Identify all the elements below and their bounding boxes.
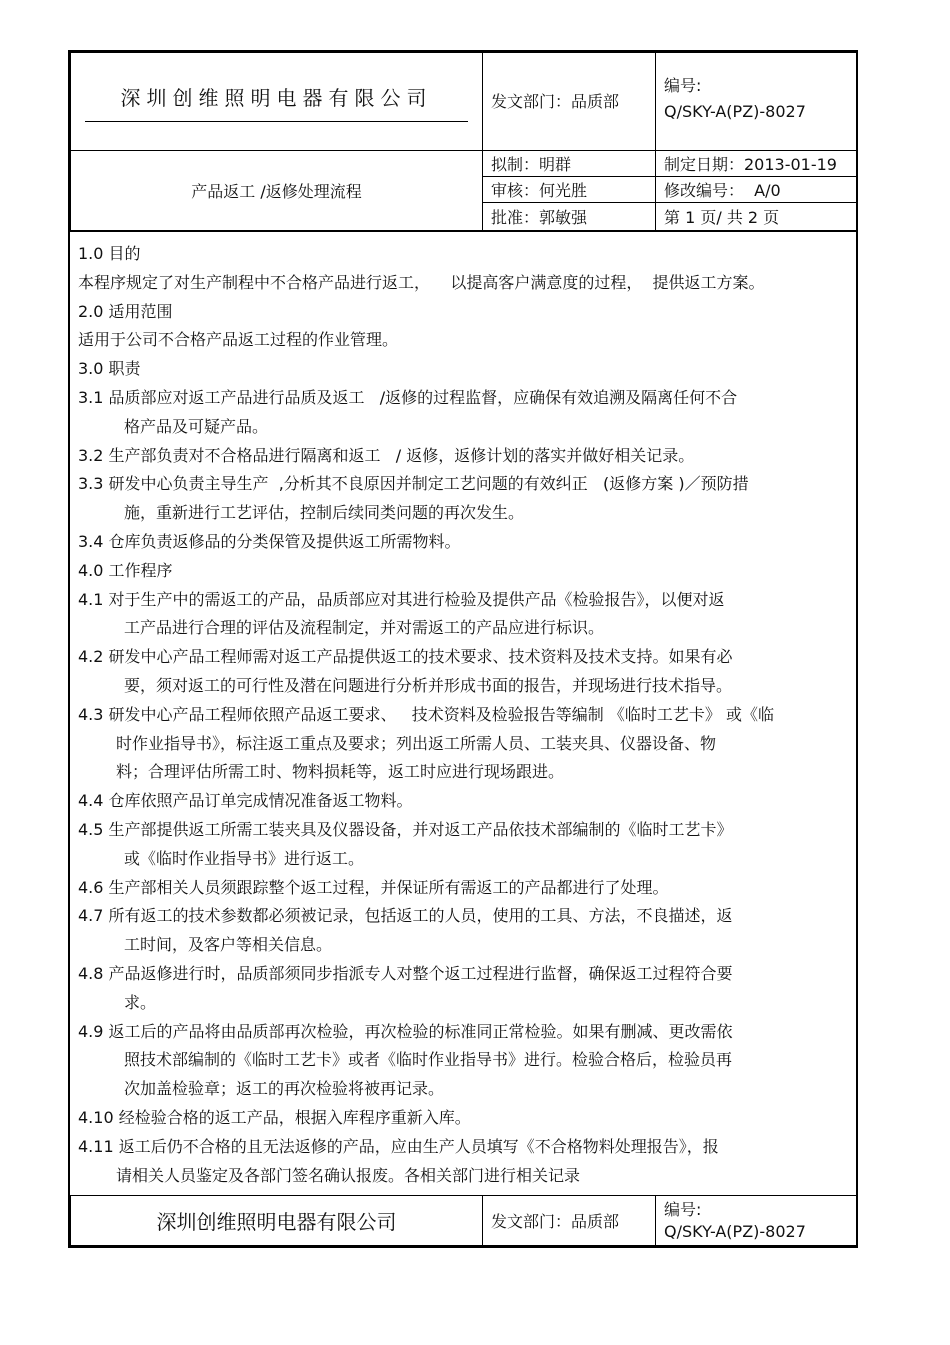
- body-line: 2.0 适用范围: [78, 301, 173, 321]
- body-line: 时作业指导书》，标注返工重点及要求；列出返工所需人员、工装夹具、仪器设备、物: [116, 733, 717, 753]
- drafter: 拟制：明群: [483, 151, 656, 177]
- footer-dept: 发文部门：品质部: [483, 1196, 656, 1246]
- issue-date: 制定日期：2013-01-19: [656, 151, 857, 177]
- body-line: 工时间，及客户等相关信息。: [124, 935, 333, 955]
- body-line: 4.3 研发中心产品工程师依照产品返工要求、 技术资料及检验报告等编制 《临时工艺卡》 或《临: [78, 704, 774, 724]
- body-line: 4.10 经检验合格的返工产品，根据入库程序重新入库。: [78, 1107, 471, 1127]
- body-line: 4.1 对于生产中的需返工的产品，品质部应对其进行检验及提供产品《检验报告》，以便对返: [78, 589, 725, 609]
- footer-code-label: 编号:: [664, 1199, 702, 1219]
- body-line: 4.7 所有返工的技术参数都必须被记录，包括返工的人员，使用的工具、方法，不良描述，返: [78, 906, 733, 926]
- body-line: 施，重新进行工艺评估，控制后续同类问题的再次发生。: [124, 503, 525, 523]
- document-frame: [68, 50, 858, 1248]
- footer-company: 深圳创维照明电器有限公司: [71, 1196, 483, 1246]
- dept-cell: 发文部门：品质部: [483, 53, 656, 151]
- body-line: 3.4 仓库负责返修品的分类保管及提供返工所需物料。: [78, 531, 461, 551]
- body-line: 4.6 生产部相关人员须跟踪整个返工过程，并保证所有需返工的产品都进行了处理。: [78, 877, 669, 897]
- document-body: [70, 231, 856, 1195]
- revision-number: 修改编号： A/0: [656, 177, 857, 203]
- body-line: 或《临时作业指导书》进行返工。: [124, 848, 365, 868]
- body-line: 4.4 仓库依照产品订单完成情况准备返工物料。: [78, 791, 413, 811]
- body-line: 料；合理评估所需工时、物料损耗等，返工时应进行现场跟进。: [116, 762, 565, 782]
- body-line: 4.9 返工后的产品将由品质部再次检验，再次检验的标准同正常检验。如果有删减、更改需依: [78, 1021, 733, 1041]
- approver: 批准：郭敏强: [483, 203, 656, 231]
- body-line: 4.8 产品返修进行时，品质部须同步指派专人对整个返工过程进行监督，确保返工过程符合要: [78, 963, 733, 983]
- header-table: [70, 52, 857, 231]
- body-line: 3.0 职责: [78, 359, 141, 379]
- doc-title: 产品返工 /返修处理流程: [71, 151, 483, 231]
- body-line: 本程序规定了对生产制程中不合格产品进行返工， 以提高客户满意度的过程， 提供返工方案。: [78, 272, 765, 292]
- body-line: 要，须对返工的可行性及潜在问题进行分析并形成书面的报告，并现场进行技术指导。: [124, 675, 733, 695]
- reviewer: 审核：何光胜: [483, 177, 656, 203]
- code-label: 编号:: [664, 76, 702, 95]
- body-line: 4.5 生产部提供返工所需工装夹具及仪器设备，并对返工产品依技术部编制的《临时工艺卡》: [78, 819, 733, 839]
- company-name: 深圳创维照明电器有限公司: [85, 82, 468, 122]
- code-value: Q/SKY-A(PZ)-8027: [664, 102, 806, 121]
- body-line: 求。: [124, 992, 157, 1012]
- body-line: 请相关人员鉴定及各部门签名确认报废。各相关部门进行相关记录: [116, 1165, 581, 1185]
- body-line: 次加盖检验章；返工的再次检验将被再记录。: [124, 1079, 445, 1099]
- body-line: 格产品及可疑产品。: [124, 416, 269, 436]
- code-cell: [656, 53, 857, 151]
- footer-code-cell: [656, 1196, 857, 1246]
- body-line: 工产品进行合理的评估及流程制定，并对需返工的产品应进行标识。: [124, 618, 605, 638]
- body-line: 3.3 研发中心负责主导生产 ,分析其不良原因并制定工艺问题的有效纠正 (返修方案 )／预防措: [78, 474, 749, 494]
- body-line: 照技术部编制的《临时工艺卡》或者《临时作业指导书》进行。检验合格后，检验员再: [124, 1050, 733, 1070]
- body-line: 4.2 研发中心产品工程师需对返工产品提供返工的技术要求、技术资料及技术支持。如果有必: [78, 647, 733, 667]
- body-line: 适用于公司不合格产品返工过程的作业管理。: [78, 330, 399, 350]
- company-cell: [71, 53, 483, 151]
- body-line: 4.0 工作程序: [78, 560, 173, 580]
- body-line: 1.0 目的: [78, 244, 141, 263]
- body-line: 3.2 生产部负责对不合格品进行隔离和返工 / 返修，返修计划的落实并做好相关记录。: [78, 445, 695, 465]
- footer-code-value: Q/SKY-A(PZ)-8027: [664, 1221, 806, 1241]
- body-line: 3.1 品质部应对返工产品进行品质及返工 /返修的过程监督，应确保有效追溯及隔离任何不合: [78, 387, 738, 407]
- page-number: 第 1 页/ 共 2 页: [656, 203, 857, 231]
- body-line: 4.11 返工后仍不合格的且无法返修的产品，应由生产人员填写《不合格物料处理报告》，报: [78, 1136, 719, 1156]
- footer-table: [70, 1195, 857, 1246]
